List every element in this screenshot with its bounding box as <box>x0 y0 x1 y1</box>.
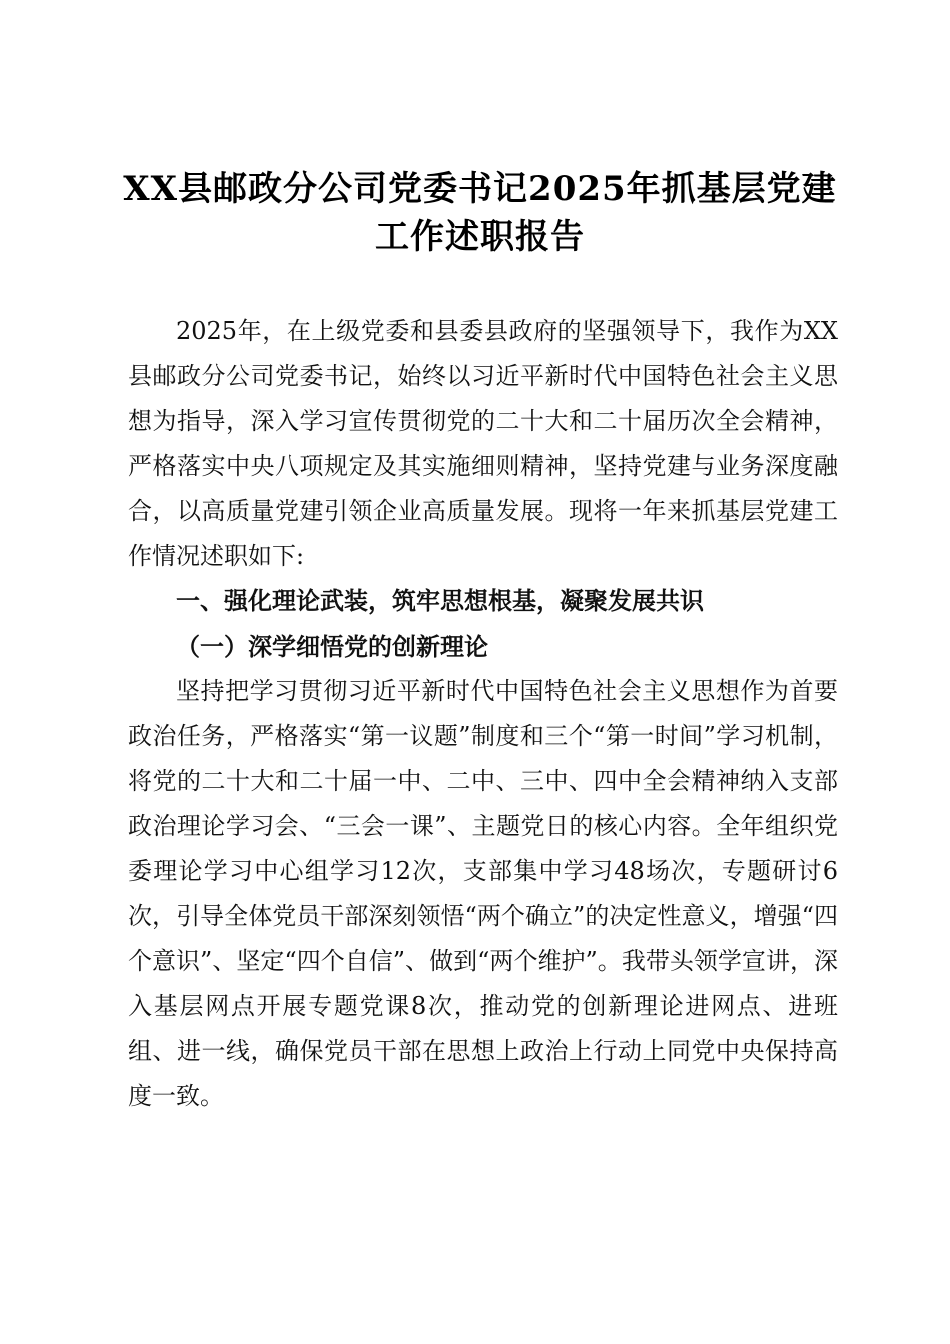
document-title <box>90 165 870 261</box>
intro-paragraph: 2025年，在上级党委和县委县政府的坚强领导下，我作为XX县邮政分公司党委书记，始终以习近平新时代中国特色社会主义思想为指导，深入学习宣传贯彻党的二十大和二十届历次全会精神，严格落实中央八项规定及其实施细则精神，坚持党建与业务深度融合，以高质量党建引领企业高质量发展。现将一年来抓基层党建工作情况述职如下: <box>128 317 838 570</box>
document-title-line-2: 工作述职报告 <box>375 217 585 257</box>
subsection-1-heading: （一）深学细悟党的创新理论 <box>176 632 488 661</box>
document-body <box>128 309 838 1119</box>
document-title-line-1: XX县邮政分公司党委书记2025年抓基层党建 <box>123 169 837 209</box>
subsection-1-paragraph: 坚持把学习贯彻习近平新时代中国特色社会主义思想作为首要政治任务，严格落实“第一议题”制度和三个“第一时间”学习机制，将党的二十大和二十届一中、二中、三中、四中全会精神纳入支部政治理论学习会、“三会一课”、主题党日的核心内容。全年组织党委理论学习中心组学习12次，支部集中学习48场次，专题研讨6次，引导全体党员干部深刻领悟“两个确立”的决定性意义，增强“四个意识”、坚定“四个自信”、做到“两个维护”。我带头领学宣讲，深入基层网点开展专题党课8次，推动党的创新理论进网点、进班组、进一线，确保党员干部在思想上政治上行动上同党中央保持高度一致。 <box>128 677 838 1110</box>
section-1-heading: 一、强化理论武装，筑牢思想根基，凝聚发展共识 <box>176 587 704 615</box>
